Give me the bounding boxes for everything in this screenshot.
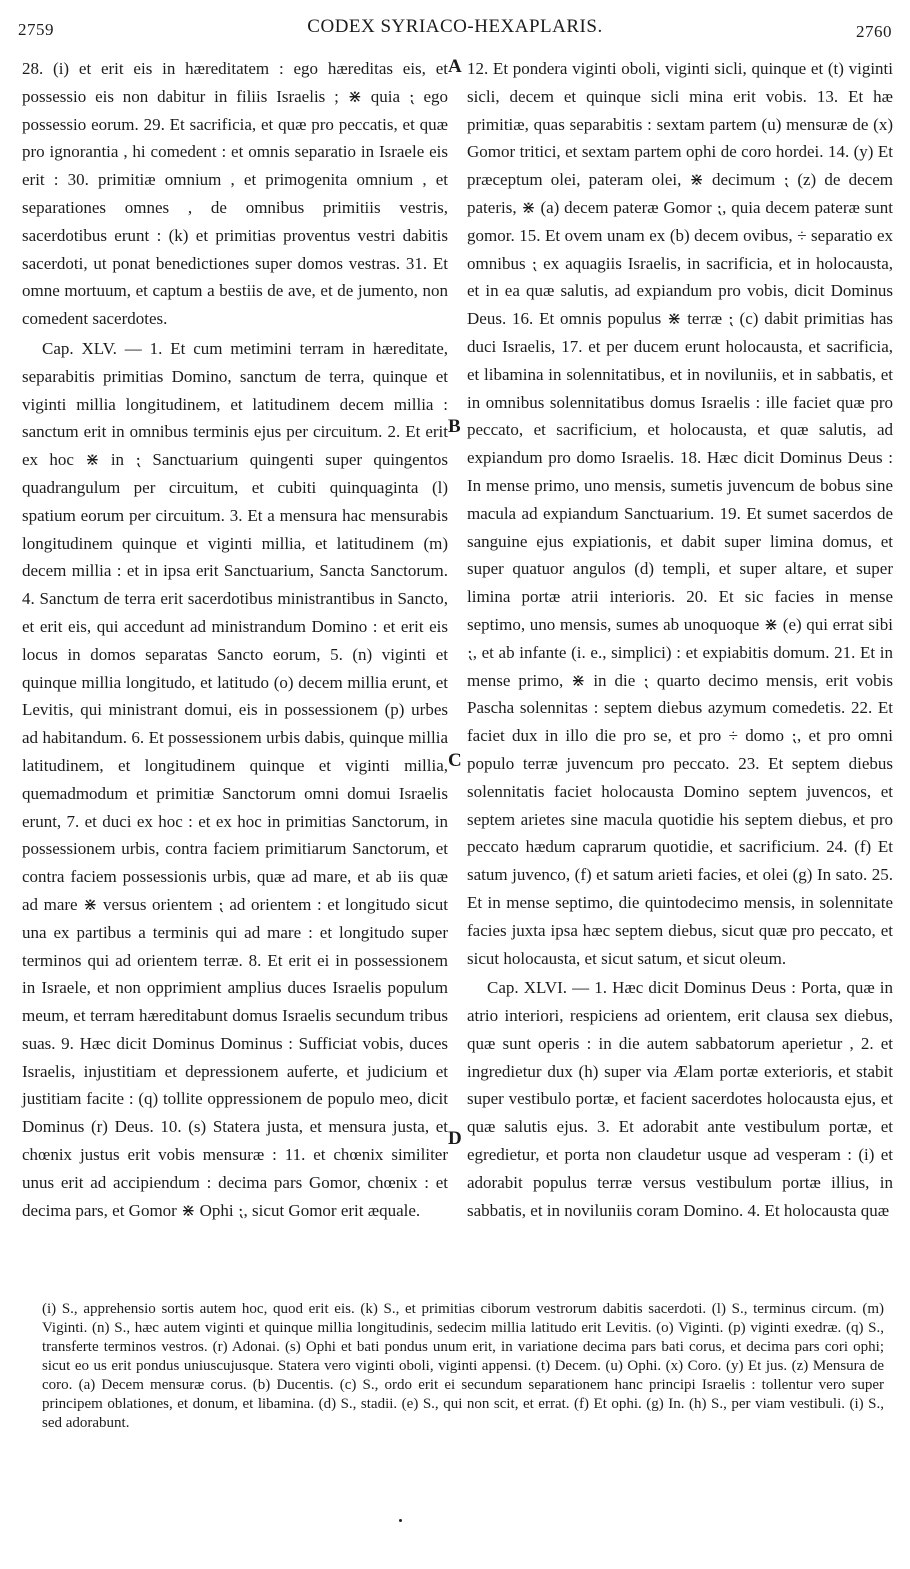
- footnotes: (i) S., apprehensio sortis autem hoc, quod erit eis. (k) S., et primitias ciborum vestrorum dabitis sacerdoti. (l) S., terminus circum. (m) Viginti. (n) S., hæc autem viginti et quinque millia longitudinis, sedecim millia latitudo erit Levitis. (o) Viginti. (p) viginti exedræ. (q) S., transferte terminos vestros. (r) Adonai. (s) Ophi et bati pondus unum erit, in variatione decima pars bati corus, et decima pars cori ophi; sicut eo us erit pondus uniuscujusque. Statera vero viginti oboli, viginti appensi. (t) Decem. (u) Ophi. (x) Coro. (y) Et jus. (z) Mensura de coro. (a) Decem mensuræ corus. (b) Ducentis. (c) S., ordo erit ei secundum separationem hanc principi Israelis : tollentur vero super principem oblationes, et donum, et libamina. (d) S., stadii. (e) S., qui non scit, et errat. (f) Et ophi. (g) In. (h) S., per viam vestibuli. (i) S., sed adorabunt.: [42, 1301, 884, 1431]
- running-title: CODEX SYRIACO-HEXAPLARIS.: [307, 16, 603, 37]
- page-number-right: 2760: [856, 22, 892, 41]
- ink-dot: [399, 1519, 402, 1522]
- left-paragraph-1: 28. (i) et erit eis in hæreditatem : ego hæreditas eis, et possessio eis non dabitur in filiis Israelis ; ⋇ quia ⁏ ego possessio eorum. 29. Et sacrificia, et quæ pro peccatis, et quæ pro ignorantia , hi comedent : et omnis separatio in Israele eis erit : 30. primitiæ omnium , et primogenita omnium , et separationes omnes , de omnibus primitiis vestris, sacerdotibus erunt : (k) et primitias proventus vestri dabitis sacerdoti, ut ponat benedictiones super domos vestras. 31. Et omne mortuum, et captum a bestiis de ave, et de jumento, non comedent sacerdotes.: [22, 59, 448, 329]
- margin-letter-a: A: [448, 56, 462, 77]
- page-header: [18, 16, 892, 46]
- margin-letter-c: C: [448, 750, 462, 771]
- page-number-left: 2759: [18, 20, 54, 39]
- right-column: [467, 55, 893, 1224]
- left-paragraph-2: Cap. XLV. — 1. Et cum metimini terram in hæreditate, separabitis primitias Domino, sanctum de terra, quinque et viginti millia longitudinem, et latitudinem decem millia : sanctum erit in omnibus terminis ejus per circuitum. 2. Et erit ex hoc ⋇ in ⁏ Sanctuarium quingenti super quingentos quadrangulum per circuitum, et cubiti quinquaginta (l) spatium eorum per circuitum. 3. Et a mensura hac mensurabis longitudinem quinque et viginti millia, et latitudinem (m) decem millia : et in ipsa erit Sanctuarium, Sancta Sanctorum. 4. Sanctum de terra erit sacerdotibus ministrantibus in Sancto, et erit eis, qui accedunt ad ministrandum Domino : et erit eis locus in domos separatas Sancto eorum, 5. (n) viginti et quinque millia longitudo, et latitudo (o) decem millia erunt, et Levitis, qui ministrant domui, eis in possessionem (p) urbes ad habitandum. 6. Et possessionem urbis dabis, quinque millia latitudinem, et longitudinem quinque et viginti millia, quemadmodum et primitiæ Sanctorum omni domui Israelis erunt, 7. et duci ex hoc : et ex hoc in primitias Sanctorum, in possessionem urbis, contra faciem primitiarum Sanctorum, et contra faciem possessionis urbis, quæ ad mare, et ab iis quæ ad mare ⋇ versus orientem ⁏ ad orientem : et longitudo sicut una ex partibus a terminis qui ad mare : et longitudo super terminos qui ad orientem terræ. 8. Et erit ei in possessionem in Israele, et non opprimient amplius duces Israelis populum meum, et terram hæreditabunt domus Israelis secundum tribus suas. 9. Hæc dicit Dominus Dominus : Sufficiat vobis, duces Israelis, injustitiam et depressionem auferte, et judicium et justitiam facite : (q) tollite oppressionem de populo meo, dicit Dominus (r) Deus. 10. (s) Statera justa, et mensura justa, et chœnix justus erit vobis mensuræ : 11. et chœnix similiter unus erit ad accipiendum : decima pars Gomor, chœnix : et decima pars, et Gomor ⋇ Ophi ⁏, sicut Gomor erit æquale.: [22, 338, 448, 1220]
- left-column: [22, 55, 448, 1224]
- right-paragraph-2: Cap. XLVI. — 1. Hæc dicit Dominus Deus : Porta, quæ in atrio interiori, respiciens ad orientem, erit clausa sex diebus, quæ sunt operis : in die autem sabbatorum aperietur , 2. et ingredietur dux (h) super via Ælam portæ exterioris, et stabit super vestibulo portæ, et facient sacerdotes holocausta ejus, et quæ salutis ejus. 3. Et adorabit ante vestibulum portæ, et egredietur, et porta non claudetur usque ad vesperam : (i) et adorabit populus terræ versus vestibulum portæ illius, in sabbatis, et in noviluniis coram Domino. 4. Et holocausta quæ: [467, 978, 893, 1220]
- margin-letter-d: D: [448, 1128, 462, 1149]
- right-paragraph-1: 12. Et pondera viginti oboli, viginti sicli, quinque et (t) viginti sicli, decem et quinque sicli mina erit vobis. 13. Et hæ primitiæ, quas separabitis : sextam partem (u) mensuræ de (x) Gomor tritici, et sextam partem ophi de coro hordei. 14. (y) Et præceptum olei, pateram olei, ⋇ decimum ⁏ (z) de decem pateris, ⋇ (a) decem pateræ Gomor ⁏, quia decem pateræ sunt gomor. 15. Et ovem unam ex (b) decem ovibus, ÷ separatio ex omnibus ⁏ ex aquagiis Israelis, in sacrificia, et in holocausta, et in ea quæ salutis, ad expiandum pro vobis, dicit Dominus Deus. 16. Et omnis populus ⋇ terræ ⁏ (c) dabit primitias has duci Israelis, 17. et per ducem erunt holocausta, et sacrificia, et libamina in solennitatibus, et in noviluniis, et in sabbatis, et in omnibus solennitatibus domus Israelis : ille faciet quæ pro peccato, et sacrificium, et holocausta, et quæ salutis, ad expiandum pro domo Israelis. 18. Hæc dicit Dominus Deus : In mense primo, uno mensis, sumetis juvencum de bobus sine macula ad expiandum Sanctuarium. 19. Et sumet sacerdos de sanguine ejus expiationis, et dabit super limina domus, et super quatuor angulos (d) templi, et super altare, et super limina portæ atrii interioris. 20. Et sic facies in mense septimo, uno mensis, sumes ab unoquoque ⋇ (e) qui errat sibi ⁏, et ab infante (i. e., simplici) : et expiabitis domum. 21. Et in mense primo, ⋇ in die ⁏ quarto decimo mensis, erit vobis Pascha solennitas : septem diebus azymum comedetis. 22. Et faciet dux in illo die pro se, et pro ÷ domo ⁏, et pro omni populo terræ juvencum pro peccato. 23. Et septem diebus solennitatis faciet holocausta Domino septem juvencos, et septem arietes sine macula quotidie his septem diebus, et pro peccato hædum caprarum quotidie, et sacrificium. 24. (f) Et satum juvenco, (f) et satum arieti facies, et olei (g) In sato. 25. Et in mense septimo, die quintodecimo mensis, in solennitate facies juxta ipsa hæc septem diebus, sicut quæ pro peccato, et sicut holocausta, et sicut satum, et sicut oleum.: [467, 59, 893, 968]
- margin-letter-b: B: [448, 416, 461, 437]
